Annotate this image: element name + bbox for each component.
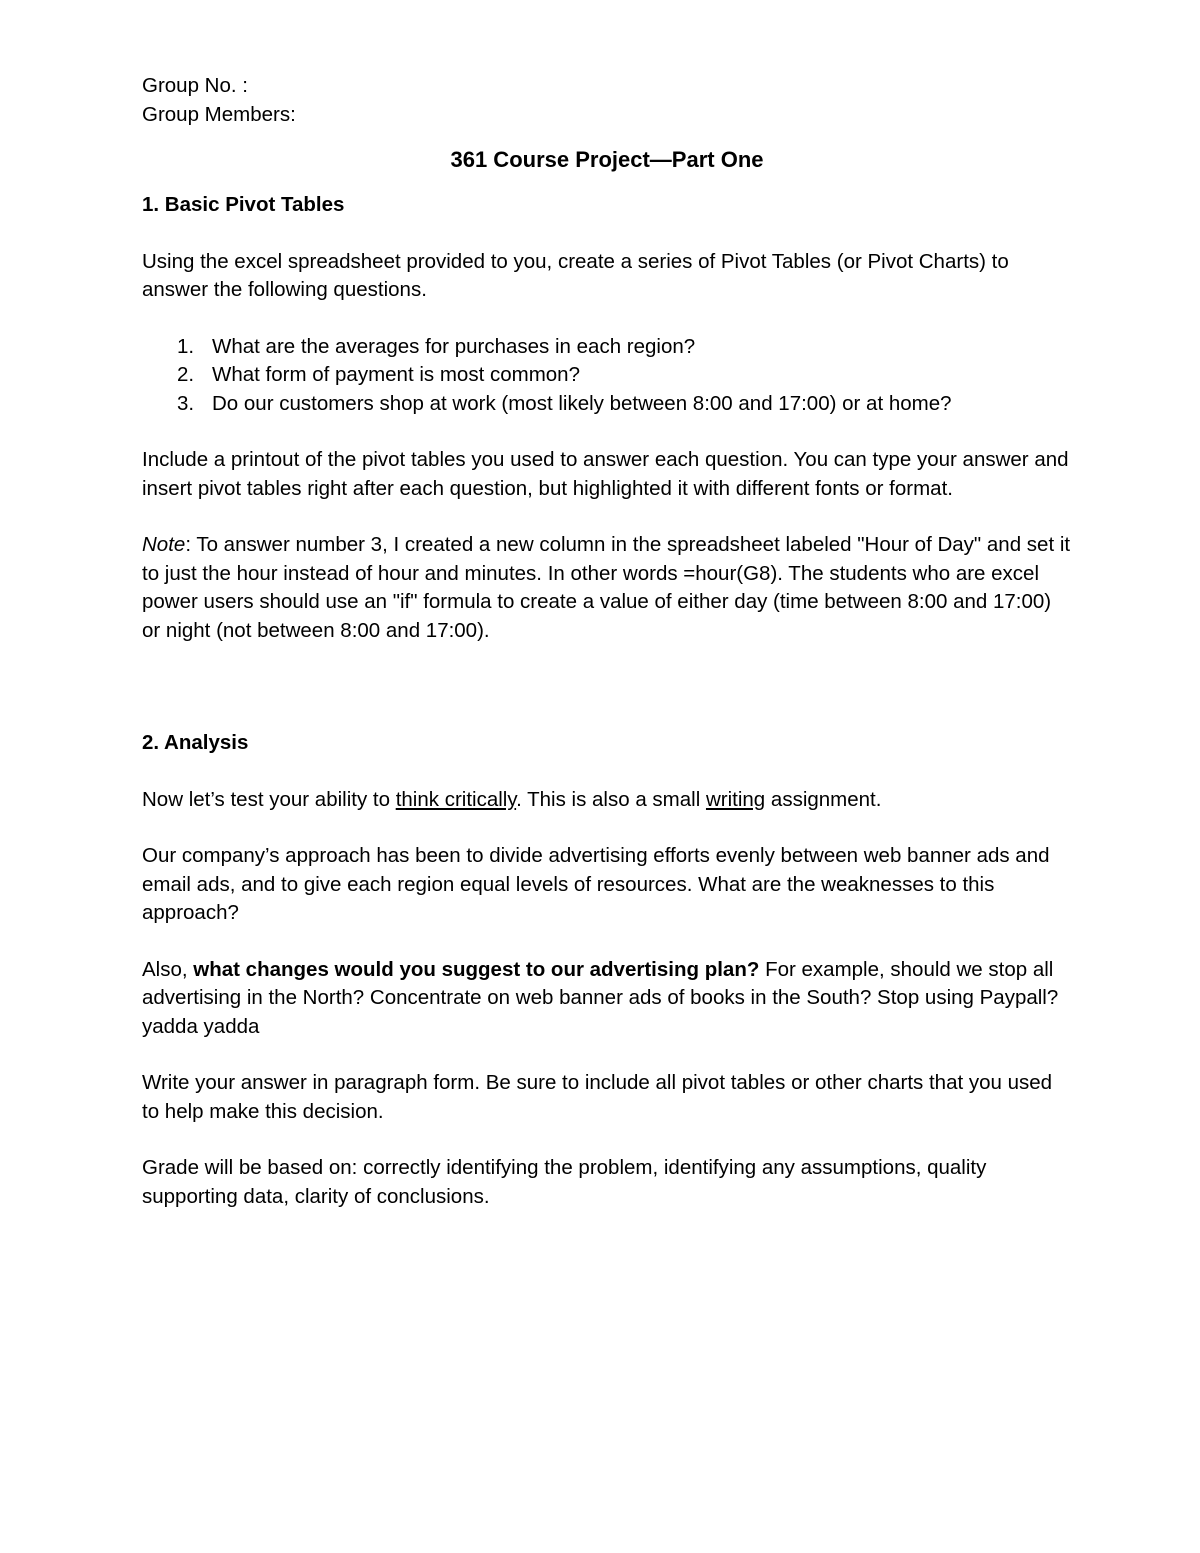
analysis-intro-after: assignment. — [765, 787, 882, 811]
group-number-label: Group No. : — [142, 74, 248, 97]
group-members-label: Group Members: — [142, 102, 296, 126]
changes-question: what changes would you suggest to our advertising plan? — [193, 957, 760, 981]
write-instruction-paragraph: Write your answer in paragraph form. Be sure to include all pivot tables or other charts that you used to help make this decision. — [142, 1071, 1053, 1123]
pivot-intro-paragraph: Using the excel spreadsheet provided to you, create a series of Pivot Tables (or Pivot Charts) to answer the following questions. — [142, 249, 1009, 301]
analysis-intro-before: Now let’s test your ability to — [142, 787, 396, 811]
list-item — [142, 333, 1072, 362]
approach-paragraph: Our company’s approach has been to divide advertising efforts evenly between web banner ads and email ads, and to give each region equal levels of resources. What are the weaknesses to this approach? — [142, 844, 1050, 924]
section-heading-analysis: 2. Analysis — [142, 731, 249, 754]
list-item — [142, 361, 1072, 390]
grade-criteria-paragraph: Grade will be based on: correctly identifying the problem, identifying any assumptions, quality supporting data, clarity of conclusions. — [142, 1156, 987, 1208]
changes-after: For example, should we stop all advertising in the North? Concentrate on web banner ads of books in the South? Stop using Paypall? yadda yadda — [142, 957, 1059, 1038]
document-title: 361 Course Project—Part One — [450, 147, 764, 172]
note-paragraph — [142, 531, 1072, 645]
printout-instruction-paragraph: Include a printout of the pivot tables you used to answer each question. You can type your answer and insert pivot tables right after each question, but highlighted it with different fonts or format. — [142, 448, 1069, 500]
list-item-number: 3. — [177, 391, 195, 415]
note-text: : To answer number 3, I created a new column in the spreadsheet labeled "Hour of Day" and set it to just the hour instead of hour and minutes. In other words =hour(G8). The students who are excel power users should use an "if" formula to create a value of either day (time between 8:00 and 17:00) or night (not between 8:00 and 17:00). — [142, 533, 1071, 642]
note-label: Note — [142, 533, 186, 556]
changes-before: Also, — [142, 957, 194, 981]
analysis-intro-paragraph — [142, 786, 1072, 815]
list-item-text: What are the averages for purchases in each region? — [212, 334, 696, 358]
analysis-intro-middle: . This is also a small — [516, 787, 706, 811]
list-item-number: 1. — [177, 334, 195, 358]
list-item — [142, 390, 1072, 419]
list-item-text: Do our customers shop at work (most likely between 8:00 and 17:00) or at home? — [212, 391, 952, 415]
writing-text: writing — [705, 787, 766, 811]
document-body — [142, 72, 1072, 1211]
list-item-number: 2. — [177, 363, 195, 386]
changes-paragraph — [142, 956, 1072, 1042]
list-item-text: What form of payment is most common? — [212, 363, 580, 386]
section-spacer — [142, 645, 1072, 729]
think-critically-text: think critically — [395, 787, 517, 811]
section-heading-pivot-tables: 1. Basic Pivot Tables — [142, 193, 345, 216]
question-list — [142, 333, 1072, 419]
